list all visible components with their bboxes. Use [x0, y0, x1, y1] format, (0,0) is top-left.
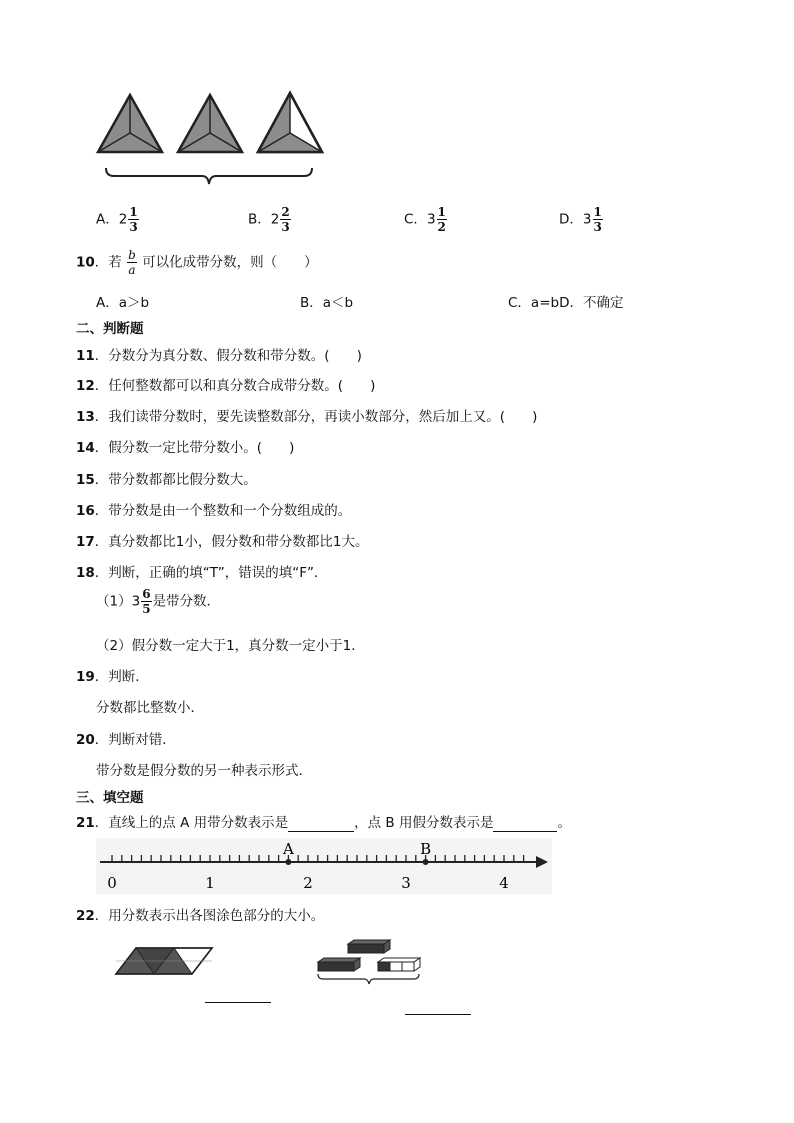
tick-label-4: 4 — [499, 874, 509, 892]
q22-blank-2[interactable] — [405, 1002, 471, 1015]
point-b — [423, 859, 429, 865]
q10-option-c: C．a=bD．不确定 — [508, 295, 624, 311]
number-line — [96, 838, 552, 894]
q22: 22．用分数表示出各图涂色部分的大小。 — [76, 908, 325, 924]
tick-label-0: 0 — [107, 874, 117, 892]
q18-sub1: （1）3 $\frac{6}{5}$ 是带分数． — [96, 587, 221, 616]
q15: 15．带分数都都比假分数大。 — [76, 472, 257, 488]
q21-blank-a[interactable] — [288, 815, 354, 832]
section2-title: 二、判断题 — [76, 321, 144, 337]
q21-blank-b[interactable] — [493, 815, 557, 832]
q9-option-b: B．2 $\frac{2}{3}$ — [248, 205, 290, 234]
q20: 20．判断对错． — [76, 732, 176, 748]
tick-label-1: 1 — [205, 874, 215, 892]
q9-option-c: C．3 $\frac{1}{2}$ — [404, 205, 446, 234]
brace — [106, 168, 312, 184]
q19: 19．判断． — [76, 669, 149, 685]
q11: 11．分数分为真分数、假分数和带分数。( ) — [76, 348, 362, 364]
section3-title: 三、填空题 — [76, 790, 144, 806]
block-right — [378, 958, 420, 971]
q18-sub2: （2）假分数一定大于1，真分数一定小于1． — [96, 638, 365, 654]
triangle-3 — [258, 93, 322, 152]
tick-label-3: 3 — [401, 874, 411, 892]
q10-option-a: A．a＞b — [96, 295, 150, 311]
q22-figure-2 — [314, 936, 426, 986]
figure-2-brace — [318, 974, 419, 984]
q17: 17．真分数都比1小，假分数和带分数都比1大。 — [76, 534, 369, 550]
q16: 16．带分数是由一个整数和一个分数组成的。 — [76, 503, 352, 519]
tick-label-2: 2 — [303, 874, 313, 892]
triangles-figure — [92, 88, 332, 190]
q9-option-a: A．2 $\frac{1}{3}$ — [96, 205, 138, 234]
q20-statement: 带分数是假分数的另一种表示形式． — [96, 763, 312, 779]
q12: 12．任何整数都可以和真分数合成带分数。( ) — [76, 378, 376, 394]
q9-option-d: D．3 $\frac{1}{3}$ — [559, 205, 602, 234]
point-b-label: B — [420, 840, 432, 858]
q22-blank-1[interactable] — [205, 990, 271, 1003]
q10-stem: 10．若 $\frac{b}{a}$ 可以化成带分数，则（ ） — [76, 248, 318, 277]
triangle-2 — [178, 95, 242, 152]
triangle-1 — [98, 95, 162, 152]
block-top — [348, 940, 390, 953]
point-a — [285, 859, 291, 865]
q10-option-b: B．a＜b — [300, 295, 354, 311]
q13: 13．我们读带分数时，要先读整数部分，再读小数部分，然后加上又。( ) — [76, 409, 538, 425]
block-left — [318, 958, 360, 971]
point-a-label: A — [282, 840, 294, 858]
q22-figure-1 — [112, 944, 216, 978]
q18: 18．判断，正确的填“T”，错误的填“F”． — [76, 565, 328, 581]
q14: 14．假分数一定比带分数小。( ) — [76, 440, 295, 456]
q21: 21．直线上的点 A 用带分数表示是 ，点 B 用假分数表示是 。 — [76, 815, 571, 831]
q19-statement: 分数都比整数小． — [96, 700, 204, 716]
